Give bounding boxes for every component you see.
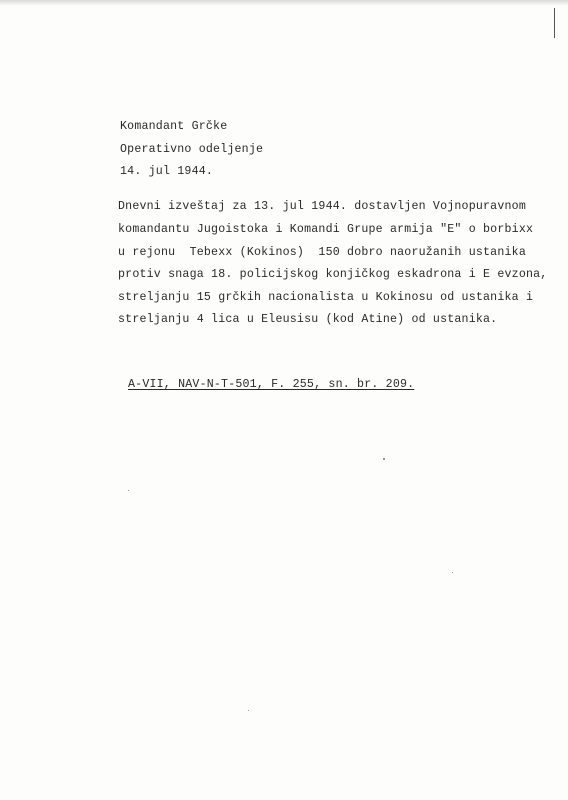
scan-speck: [248, 710, 249, 711]
scan-speck: [383, 458, 385, 460]
scan-speck: [452, 572, 453, 573]
body-line-5: streljanju 15 grčkih nacionalista u Kokinosu od ustanika i: [118, 291, 534, 304]
scan-speck: [128, 490, 129, 491]
body-line-2: komandantu Jugoistoka i Komandi Grupe armija "E" o borbixx: [118, 223, 534, 236]
body-line-3: u rejonu Tebexx (Kokinos) 150 dobro naoružanih ustanika: [118, 246, 526, 259]
scan-top-edge: [0, 0, 568, 6]
header-line-2: Operativno odeljenje: [120, 143, 264, 156]
header-date: 14. jul 1944.: [120, 165, 214, 178]
header-line-1: Komandant Grčke: [120, 120, 228, 133]
body-line-1: Dnevni izveštaj za 13. jul 1944. dostavljen Vojnopuravnom: [118, 200, 526, 213]
archive-reference: A-VII, NAV-N-T-501, F. 255, sn. br. 209.: [128, 378, 415, 391]
scan-right-edge: [554, 8, 555, 38]
body-line-4: protiv snaga 18. policijskog konjičkog eskadrona i E evzona,: [118, 268, 548, 281]
body-line-6: streljanju 4 lica u Eleusisu (kod Atine) od ustanika.: [118, 313, 498, 326]
